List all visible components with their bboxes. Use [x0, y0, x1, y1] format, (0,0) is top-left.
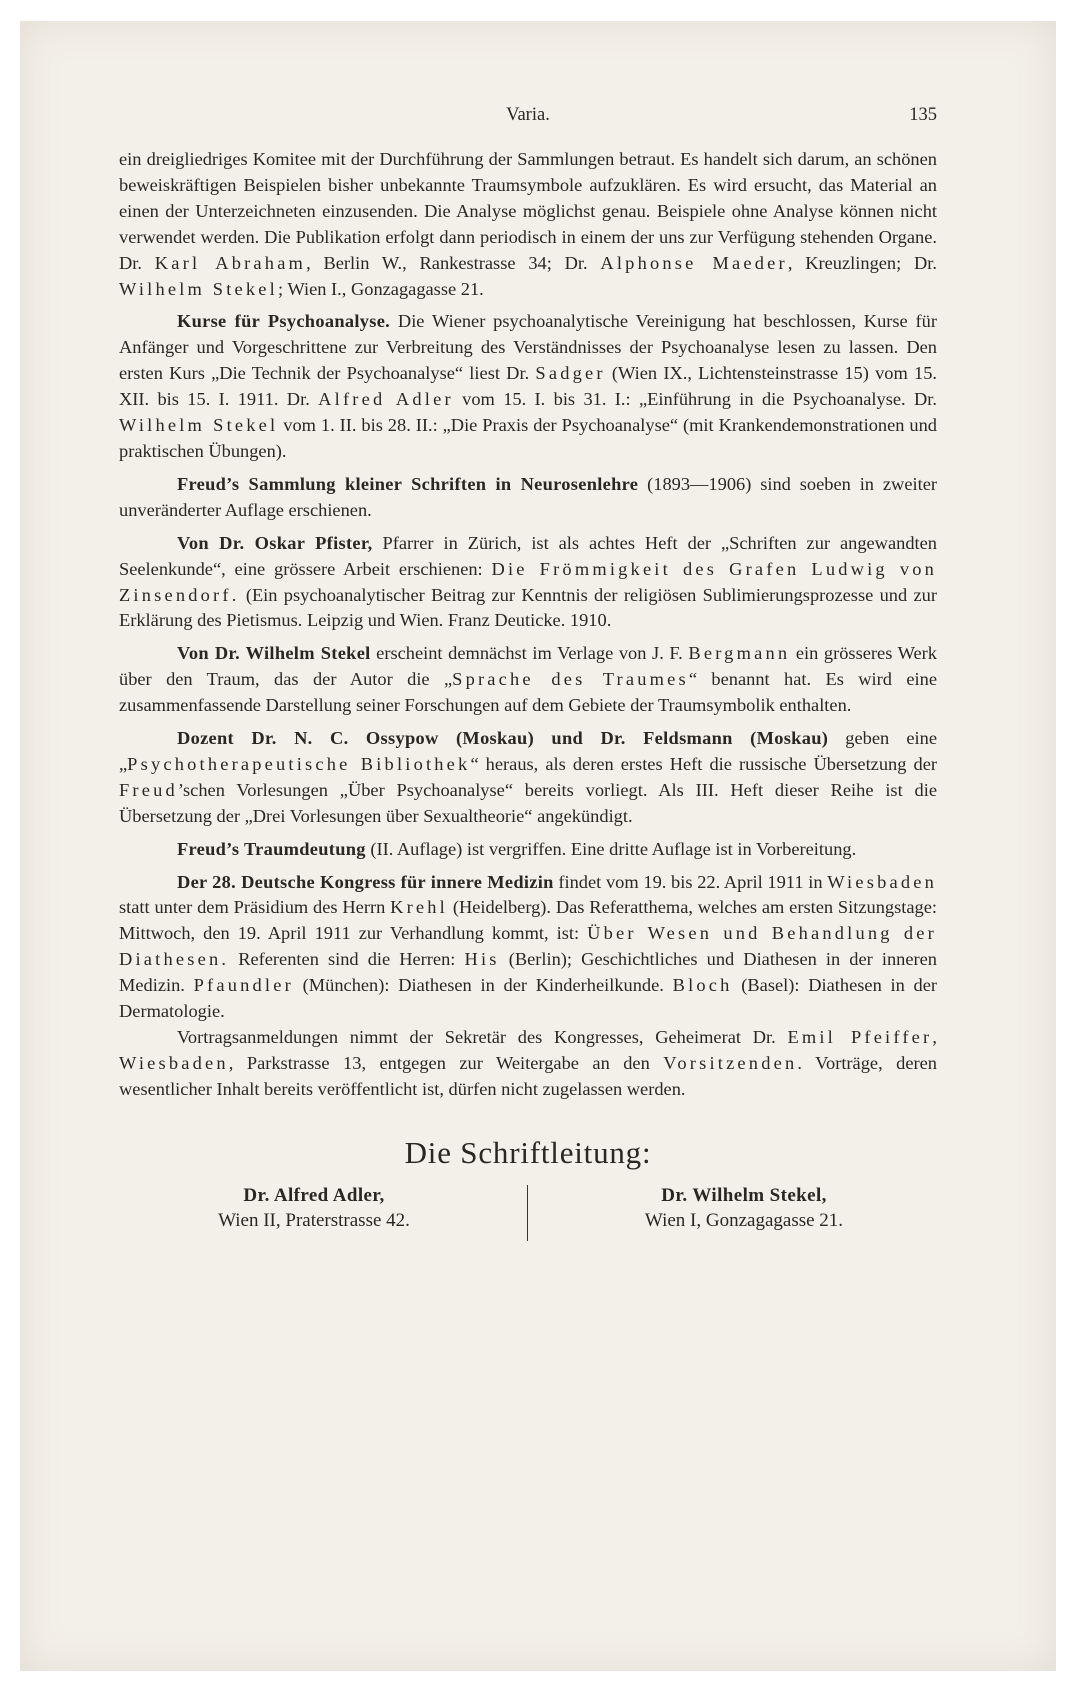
name-maeder: Alphonse Maeder	[600, 252, 788, 273]
paragraph-traumdeutung: Freud’s Traumdeutung (II. Auflage) ist vergriffen. Eine dritte Auflage ist in Vorbereitung.	[177, 838, 857, 859]
page-sheet	[20, 21, 1056, 1671]
name-bloch: Bloch	[672, 975, 733, 996]
name-abraham: Karl Abraham	[154, 252, 307, 273]
heading-freud-sammlung: Freud’s Sammlung kleiner Schriften in Neurosenlehre	[177, 473, 639, 494]
name-pfeiffer: Emil Pfeiffer	[787, 1027, 933, 1047]
place-wiesbaden-2: Wiesbaden	[119, 1052, 229, 1073]
name-his: His	[464, 949, 500, 970]
title-froemmigkeit: Die Frömmigkeit des Grafen Ludwig von Zinsendorf.	[119, 558, 938, 605]
name-adler: Alfred Adler	[318, 389, 454, 410]
signature-left-name: Dr. Alfred Adler,	[243, 1184, 385, 1206]
paragraph-freud-sammlung: Freud’s Sammlung kleiner Schriften in Neurosenlehre (1893—1906) sind soeben in zweiter unveränderter Auflage erschienen.	[119, 473, 937, 520]
paragraph-kongress: Der 28. Deutsche Kongress für innere Medizin findet vom 19. bis 22. April 1911 in Wiesbaden statt unter dem Präsidium des Herrn Krehl (Heidelberg). Das Referatthema, welches am ersten Sitzungstage: Mittwoch, den 19. April 1911 zur Verhandlung kommt, ist: Über Wesen und Behandlung der Diathesen. Referenten sind die Herren: His (Berlin); Geschichtliches und Diathesen in der inneren Medizin. Pfaundler (München): Diathesen in der Kinderheilkunde. Bloch (Basel): Diathesen in der Dermatologie.	[119, 871, 938, 1022]
title-sprache-des-traumes: Sprache des Traumes	[452, 669, 689, 690]
paragraph-stekel-traum: Von Dr. Wilhelm Stekel erscheint demnächst im Verlage von J. F. Bergmann ein grösseres Werk über den Traum, das der Autor die „Sprache des Traumes“ benannt hat. Es wird eine zusammenfassende Darstellung seiner Forschungen auf dem Gebiete der Traumsymbolik enthalten.	[119, 643, 938, 716]
signature-left-address: Wien II, Praterstrasse 42.	[218, 1209, 410, 1231]
name-sadger: Sadger	[535, 363, 606, 384]
name-freud: Freud	[119, 779, 178, 800]
paragraph-kurse: Kurse für Psychoanalyse. Die Wiener psychoanalytische Vereinigung hat beschlossen, Kurse für Anfänger und Vorgeschrittene zur Verbreitung des Verständnisses der Psychoanalyse lesen zu lassen. Den ersten Kurs „Die Technik der Psychoanalyse“ liest Dr. Sadger (Wien IX., Lichtensteinstrasse 15) vom 15. XII. bis 15. I. 1911. Dr. Alfred Adler vom 15. I. bis 31. I.: „Einführung in die Psychoanalyse. Dr. Wilhelm Stekel vom 1. II. bis 28. II.: „Die Praxis der Psychoanalyse“ (mit Krankendemonstrationen und praktischen Übungen).	[119, 311, 937, 461]
place-wiesbaden: Wiesbaden	[827, 871, 937, 892]
signature-right-name: Dr. Wilhelm Stekel,	[661, 1184, 827, 1206]
signature-divider	[527, 1185, 528, 1241]
heading-stekel: Von Dr. Wilhelm Stekel	[177, 643, 371, 664]
name-pfaundler: Pfaundler	[193, 975, 294, 996]
page-number: 135	[909, 105, 937, 125]
page-content	[119, 103, 937, 1243]
signature-right-address: Wien I, Gonzagagasse 21.	[644, 1209, 844, 1231]
paragraph-vortragsanmeldungen: Vortragsanmeldungen nimmt der Sekretär des Kongresses, Geheimerat Dr. Emil Pfeiffer, Wiesbaden, Parkstrasse 13, entgegen zur Weitergabe an den Vorsitzenden. Vorträge, deren wesentlicher Inhalt bereits veröffentlicht ist, dürfen nicht zugelassen werden.	[119, 1027, 937, 1099]
name-bergmann: Bergmann	[688, 643, 791, 664]
word-vorsitzenden: Vorsitzenden	[663, 1052, 798, 1073]
signature-right	[579, 1183, 909, 1233]
signature-block	[119, 1183, 937, 1243]
signature-left	[149, 1183, 479, 1233]
title-bibliothek: Psychotherapeutische Bibliothek	[127, 753, 471, 774]
running-header	[119, 103, 937, 147]
heading-traumdeutung: Freud’s Traumdeutung	[177, 838, 366, 859]
heading-kongress: Der 28. Deutsche Kongress für innere Medizin	[177, 871, 554, 892]
running-title: Varia.	[506, 105, 550, 125]
name-krehl: Krehl	[390, 897, 448, 918]
name-stekel: Wilhelm Stekel	[119, 278, 278, 299]
name-stekel-2: Wilhelm Stekel	[119, 415, 279, 436]
paragraph-dream-symbols: ein dreigliedriges Komitee mit der Durchführung der Sammlungen betraut. Es handelt sich darum, an schönen beweiskräftigen Beispielen bisher unbekannte Traumsymbole aufzuklären. Es wird ersucht, das Material an einen der Unterzeichneten einzusenden. Die Analyse möglichst genau. Beispiele ohne Analyse können nicht verwendet werden. Die Publikation erfolgt dann periodisch in einem der uns zur Verfügung stehenden Organe. Dr. Karl Abraham, Berlin W., Rankestrasse 34; Dr. Alphonse Maeder, Kreuzlingen; Dr. Wilhelm Stekel; Wien I., Gonzagagasse 21.	[119, 149, 938, 299]
paragraph-ossypow: Dozent Dr. N. C. Ossypow (Moskau) und Dr. Feldsmann (Moskau) geben eine „Psychotherapeutische Bibliothek“ heraus, als deren erstes Heft die russische Übersetzung der Freud’schen Vorlesungen „Über Psychoanalyse“ bereits vorliegt. Als III. Heft dieser Reihe ist die Übersetzung der „Drei Vorlesungen über Sexualtheorie“ angekündigt.	[119, 728, 937, 826]
heading-pfister: Von Dr. Oskar Pfister,	[177, 532, 373, 553]
title-diathesen: Über Wesen und Behandlung der Diathesen.	[119, 923, 937, 970]
signature-title: Die Schriftleitung:	[404, 1134, 652, 1170]
heading-kurse: Kurse für Psychoanalyse.	[177, 311, 391, 332]
heading-ossypow: Dozent Dr. N. C. Ossypow (Moskau) und Dr. Feldsmann (Moskau)	[177, 728, 829, 749]
paragraph-pfister: Von Dr. Oskar Pfister, Pfarrer in Zürich, ist als achtes Heft der „Schriften zur angewandten Seelenkunde“, eine grössere Arbeit erschienen: Die Frömmigkeit des Grafen Ludwig von Zinsendorf. (Ein psychoanalytischer Beitrag zur Kenntnis der religiösen Sublimierungsprozesse und zur Erklärung des Pietismus. Leipzig und Wien. Franz Deuticke. 1910.	[119, 532, 938, 631]
